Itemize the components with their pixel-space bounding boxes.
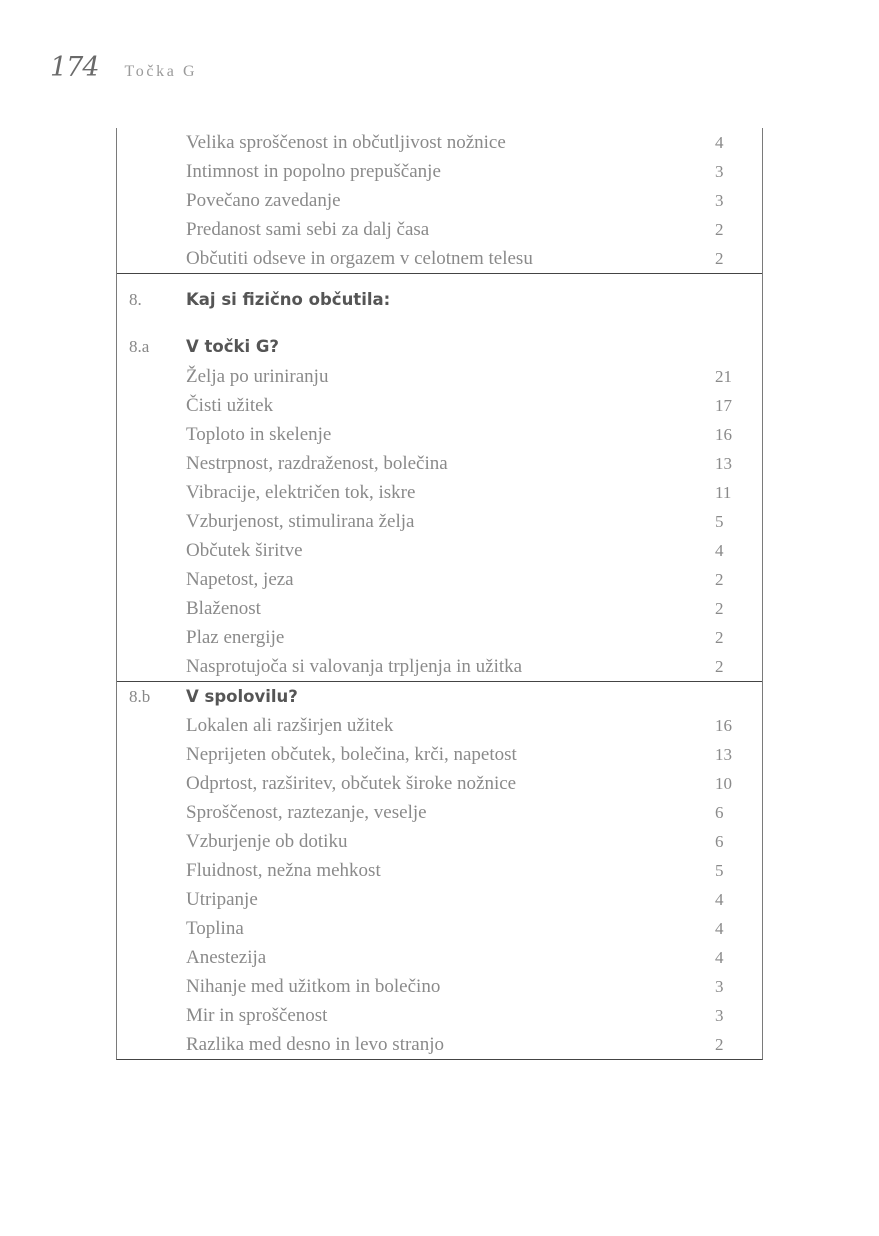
row-value: 2 <box>715 657 724 676</box>
row-label: Povečano zavedanje <box>186 190 341 211</box>
row-value: 2 <box>715 220 724 239</box>
table-row <box>117 652 762 681</box>
table-row <box>117 885 762 914</box>
running-title: Točka G <box>124 63 198 80</box>
row-label: Predanost sami sebi za dalj časa <box>186 219 430 240</box>
table-row <box>117 420 762 449</box>
table-row <box>117 943 762 972</box>
row-value: 2 <box>715 599 724 618</box>
survey-results-table <box>116 128 763 1060</box>
row-value: 3 <box>715 977 724 996</box>
row-value: 2 <box>715 628 724 647</box>
table-row <box>117 157 762 186</box>
row-value: 6 <box>715 803 724 822</box>
question-8a-items <box>117 362 762 681</box>
table-row <box>117 186 762 215</box>
question-number: 8.b <box>129 687 151 706</box>
row-label: Blaženost <box>186 598 261 619</box>
question-8b-items <box>117 711 762 1059</box>
row-label: Vzburjenost, stimulirana želja <box>186 511 415 532</box>
table-row <box>117 856 762 885</box>
row-label: Neprijeten občutek, bolečina, krči, napetost <box>186 744 517 765</box>
table-row <box>117 623 762 652</box>
question-8-section <box>117 274 762 682</box>
row-label: Vibracije, električen tok, iskre <box>186 482 416 503</box>
table-row <box>117 449 762 478</box>
page-header <box>50 52 197 83</box>
row-label: Čisti užitek <box>186 395 274 416</box>
row-value: 4 <box>715 133 724 152</box>
row-label: Mir in sproščenost <box>186 1005 328 1026</box>
row-value: 2 <box>715 1035 724 1054</box>
row-label: Toplina <box>186 918 244 939</box>
table-row <box>117 1030 762 1059</box>
row-label: Občutiti odseve in orgazem v celotnem telesu <box>186 248 533 269</box>
row-label: Občutek širitve <box>186 540 303 561</box>
row-label: Velika sproščenost in občutljivost nožnice <box>186 132 506 153</box>
row-value: 3 <box>715 162 724 181</box>
row-value: 10 <box>715 774 732 793</box>
question-title: Kaj si fizično občutila: <box>186 290 391 309</box>
row-label: Odprtost, razširitev, občutek široke nožnice <box>186 773 517 794</box>
row-value: 16 <box>715 425 732 444</box>
table-row <box>117 565 762 594</box>
question-number: 8. <box>129 290 142 309</box>
row-value: 13 <box>715 745 732 764</box>
table-row <box>117 594 762 623</box>
question-title: V točki G? <box>186 337 280 356</box>
table-row <box>117 711 762 740</box>
row-value: 4 <box>715 948 724 967</box>
table-row <box>117 215 762 244</box>
row-label: Fluidnost, nežna mehkost <box>186 860 381 881</box>
table-row <box>117 391 762 420</box>
row-value: 2 <box>715 570 724 589</box>
page-number: 174 <box>50 52 99 83</box>
table-row <box>117 244 762 273</box>
continued-section <box>117 128 762 274</box>
row-label: Nihanje med užitkom in bolečino <box>186 976 441 997</box>
row-label: Napetost, jeza <box>186 569 294 590</box>
row-label: Intimnost in popolno prepuščanje <box>186 161 441 182</box>
table-row <box>117 827 762 856</box>
row-label: Sproščenost, raztezanje, veselje <box>186 802 427 823</box>
row-label: Anestezija <box>186 947 267 968</box>
row-label: Razlika med desno in levo stranjo <box>186 1034 445 1055</box>
row-label: Lokalen ali razširjen užitek <box>186 715 394 736</box>
row-value: 4 <box>715 541 724 560</box>
table-row <box>117 1001 762 1030</box>
row-value: 13 <box>715 454 732 473</box>
table-row <box>117 362 762 391</box>
row-label: Toploto in skelenje <box>186 424 332 445</box>
row-label: Plaz energije <box>186 627 285 648</box>
table-row <box>117 769 762 798</box>
row-label: Nasprotujoča si valovanja trpljenja in užitka <box>186 656 523 677</box>
question-number: 8.a <box>129 337 150 356</box>
row-label: Utripanje <box>186 889 258 910</box>
row-value: 6 <box>715 832 724 851</box>
table-row <box>117 914 762 943</box>
table-row <box>117 972 762 1001</box>
row-value: 11 <box>715 483 732 502</box>
table-row <box>117 478 762 507</box>
row-value: 2 <box>715 249 724 268</box>
row-value: 4 <box>715 919 724 938</box>
table-row <box>117 740 762 769</box>
row-value: 5 <box>715 861 724 880</box>
row-value: 17 <box>715 396 732 415</box>
table-row <box>117 507 762 536</box>
question-8a-heading <box>117 332 762 362</box>
row-label: Nestrpnost, razdraženost, bolečina <box>186 453 448 474</box>
row-label: Vzburjenje ob dotiku <box>186 831 348 852</box>
row-value: 4 <box>715 890 724 909</box>
table-row <box>117 536 762 565</box>
question-title: V spolovilu? <box>186 687 298 706</box>
row-value: 21 <box>715 367 732 386</box>
row-value: 3 <box>715 1006 724 1025</box>
row-label: Želja po uriniranju <box>186 366 329 387</box>
question-8b-heading <box>117 682 762 711</box>
row-value: 3 <box>715 191 724 210</box>
table-row <box>117 128 762 157</box>
table-row <box>117 798 762 827</box>
question-8b-section <box>117 682 762 1059</box>
question-8-heading <box>117 274 762 326</box>
row-value: 5 <box>715 512 724 531</box>
row-value: 16 <box>715 716 732 735</box>
